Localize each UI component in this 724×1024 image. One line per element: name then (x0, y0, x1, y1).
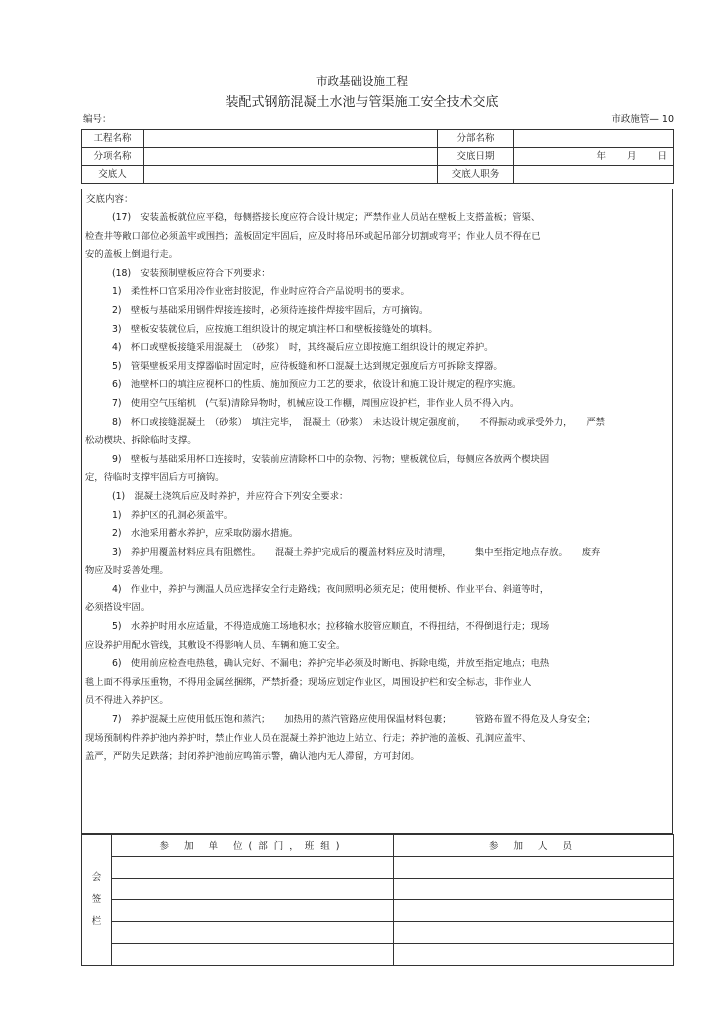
unit-cell[interactable] (112, 900, 394, 922)
unit-cell[interactable] (112, 856, 394, 878)
content-line: 3) 养护用覆盖材料应具有阻燃性。 混凝土养护完成后的覆盖材料应及时清理， 集中至指定地点存放。 废弃 (112, 546, 601, 558)
content-line: 现场预制构件养护池内养护时，禁止作业人员在混凝土养护池边上站立、行走；养护池的盖板、孔洞应盖牢、 (85, 732, 532, 744)
content-line: 6) 使用前应检查电热毯，确认完好、不漏电；养护完毕必须及时断电、拆除电缆，并放至指定地点；电热 (112, 658, 550, 670)
project-name-field[interactable] (144, 130, 438, 148)
table-row (82, 835, 674, 857)
unit-cell[interactable] (112, 943, 394, 965)
content-line: 5) 管渠壁板采用支撑器临时固定时，应待板缝和杯口混凝土达到规定强度后方可拆除支撑器。 (112, 360, 503, 372)
content-line: 安的盖板上倒退行走。 (85, 249, 178, 261)
content-line: 7) 养护混凝土应使用低压饱和蒸汽； 加热用的蒸汽管路应使用保温材料包裹； 管路布置不得危及人身安全； (112, 714, 596, 726)
people-cell[interactable] (394, 922, 674, 944)
sign-side-char: 栏 (91, 915, 102, 927)
people-cell[interactable] (394, 943, 674, 965)
number-label: 编号： (83, 114, 112, 125)
content-line: 9) 壁板与基础采用杯口连接时，安装前应清除杯口中的杂物、污物；壁板就位后，每侧应各放两个楔块固 (112, 453, 550, 465)
sign-side-char: 会 (91, 871, 102, 883)
content-line: 4) 作业中，养护与测温人员应选择安全行走路线；夜间照明必须充足；使用便桥、作业平台、斜道等时， (112, 583, 550, 595)
unit-header: 参 加 单 位(部门，班组) (112, 835, 394, 857)
content-box (81, 189, 673, 834)
content-line: 必须搭设牢固。 (85, 602, 151, 614)
info-table (81, 129, 674, 184)
item-name-field[interactable] (144, 148, 438, 166)
people-cell[interactable] (394, 900, 674, 922)
content-lines (82, 209, 674, 767)
table-row (82, 148, 674, 166)
date-field[interactable]: 年 月 日 (514, 148, 674, 166)
table-row (82, 943, 674, 965)
content-line: 毯上面不得承压重物，不得用金属丝捆绑，严禁折叠；现场应划定作业区，周围设护栏和安全标志，非作业人 (85, 676, 532, 688)
content-line: 4) 杯口或壁板接缝采用混凝土 （砂浆） 时，其终凝后应立即按施工组织设计的规定养护。 (112, 342, 494, 354)
content-line: 7) 使用空气压缩机 (气泵)清除异物时，机械应设工作棚，周围应设护栏，非作业人员不得入内。 (112, 397, 520, 409)
people-header: 参 加 人 员 (394, 835, 674, 857)
discloser-position-label: 交底人职务 (438, 166, 514, 184)
people-cell[interactable] (394, 878, 674, 900)
date-label: 交底日期 (438, 148, 514, 166)
sub-project-label: 分部名称 (438, 130, 514, 148)
content-line: 5) 水养护时用水应适量，不得造成施工场地积水；拉移输水胶管应顺直，不得扭结，不得倒退行走；现场 (112, 621, 550, 633)
content-line: 应设养护用配水管线，其敷设不得影响人员、车辆和施工安全。 (85, 639, 346, 651)
content-line: (1) 混凝土浇筑后应及时养护，并应符合下列安全要求： (112, 490, 349, 502)
unit-cell[interactable] (112, 878, 394, 900)
table-row (82, 878, 674, 900)
content-line: 定，待临时支撑牢固后方可摘钩。 (85, 472, 225, 484)
sign-side-char: 签 (91, 893, 102, 905)
table-row (82, 166, 674, 184)
sub-project-field[interactable] (514, 130, 674, 148)
table-row (82, 900, 674, 922)
content-line: 检查井等敞口部位必须盖牢或围挡；盖板固定牢固后，应及时将吊环或起吊部分切割或弯平；作业人员不得在已 (85, 230, 541, 242)
discloser-field[interactable] (144, 166, 438, 184)
content-line: 1) 养护区的孔洞必须盖牢。 (112, 509, 234, 521)
sign-table (81, 834, 674, 966)
item-name-label: 分项名称 (82, 148, 144, 166)
content-line: 2) 水池采用蓄水养护，应采取防溺水措施。 (112, 528, 299, 540)
form-code: 市政施管— 10 (611, 114, 674, 125)
discloser-label: 交底人 (82, 166, 144, 184)
people-cell[interactable] (394, 856, 674, 878)
content-line: (18) 安装预制壁板应符合下列要求： (112, 267, 271, 279)
content-line: 1) 柔性杯口官采用冷作业密封胶泥，作业时应符合产品说明书的要求。 (112, 286, 410, 298)
content-line: 2) 壁板与基础采用钢件焊接连接时，必须待连接件焊接牢固后，方可摘钩。 (112, 304, 429, 316)
content-line: 盖严，严防失足跌落；封闭养护池前应鸣笛示警，确认池内无人滞留，方可封闭。 (85, 751, 420, 763)
table-row (82, 922, 674, 944)
content-line: 物应及时妥善处理。 (85, 565, 169, 577)
unit-cell[interactable] (112, 922, 394, 944)
project-name-label: 工程名称 (82, 130, 144, 148)
content-line: 6) 池壁杯口的填注应视杯口的性质、施加预应力工艺的要求，依设计和施工设计规定的程序实施。 (112, 379, 522, 391)
content-line: 员不得进入养护区。 (85, 695, 169, 707)
content-line: (17) 安装盖板就位应平稳，每侧搭接长度应符合设计规定；严禁作业人员站在壁板上支搭盖板；管渠、 (112, 212, 541, 223)
discloser-position-field[interactable] (514, 166, 674, 184)
content-heading: 交底内容： (86, 194, 134, 205)
sign-side-label (82, 835, 112, 966)
content-line: 松动楔块、拆除临时支撑。 (85, 435, 197, 447)
content-line: 8) 杯口或接缝混凝土 （砂浆） 填注完毕， 混凝土（砂浆） 未达设计规定强度前， 不得振动或承受外力， 严禁 (112, 416, 605, 428)
table-row (82, 856, 674, 878)
table-row (82, 130, 674, 148)
content-line: 3) 壁板安装就位后，应按施工组织设计的规定填注杯口和壁板接缝处的填料。 (112, 323, 438, 335)
document-title: 市政基础设施工程 (316, 74, 408, 88)
document-subtitle: 装配式钢筋混凝土水池与管渠施工安全技术交底 (225, 95, 499, 110)
